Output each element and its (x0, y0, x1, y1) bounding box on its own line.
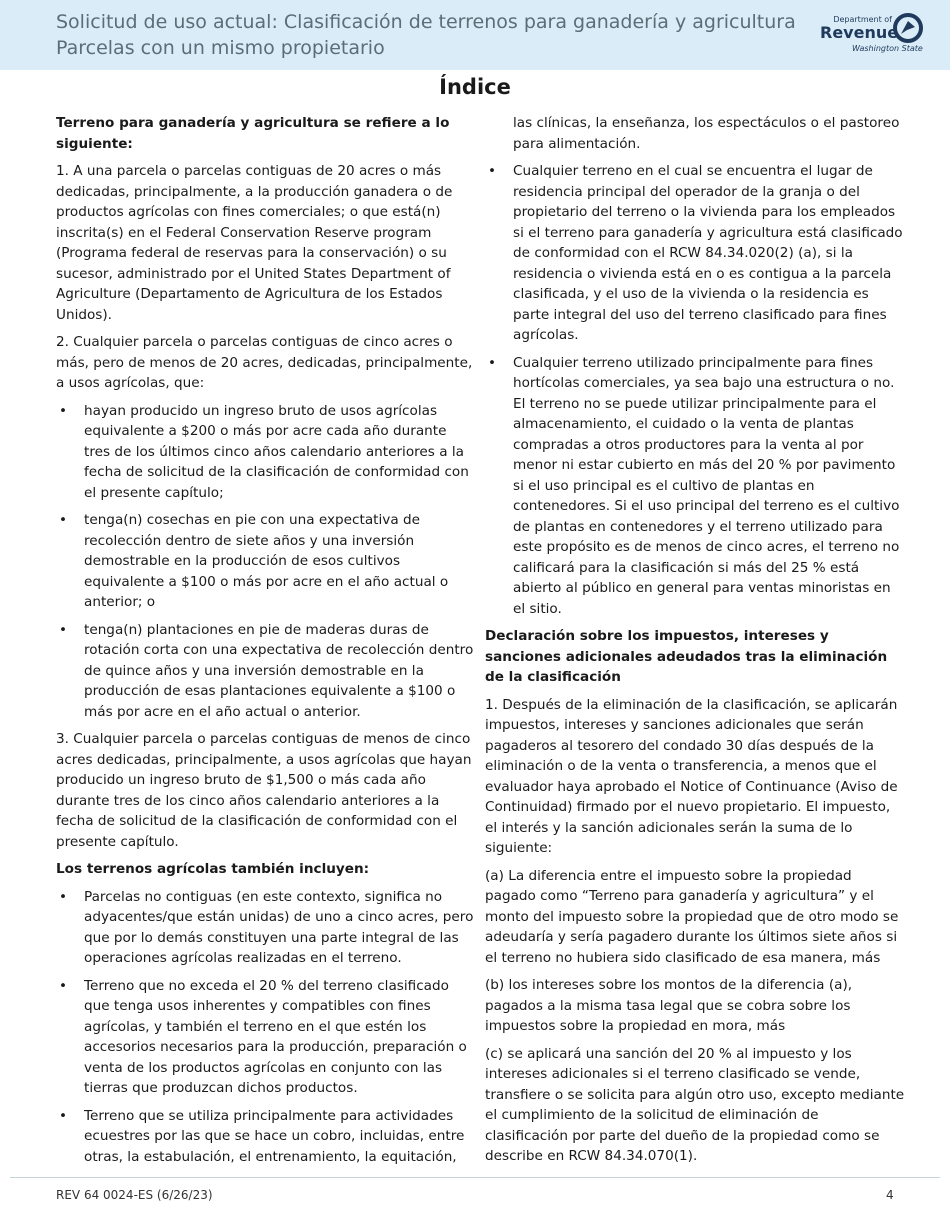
dor-logo (820, 13, 928, 57)
criteria-list (56, 401, 476, 723)
header-title-line1: Solicitud de uso actual: Clasificación de terrenos para ganadería y agricultura (56, 11, 796, 33)
paragraph-3: 3. Cualquier parcela o parcelas contiguas de menos de cinco acres dedicadas, principalmente, a usos agrícolas que hayan producido un ingreso bruto de $1,500 o más cada año durante tres de los cinco años calendario anteriores a la fecha de solicitud de la clasificación de conformidad con el presente capítulo. (56, 731, 472, 850)
page-number: 4 (886, 1188, 894, 1202)
definition-heading: Terreno para ganadería y agricultura se refiere a lo siguiente: (56, 115, 450, 152)
form-number: REV 64 0024-ES (6/26/23) (56, 1188, 213, 1202)
taxes-paragraph-b: (b) los intereses sobre los montos de la diferencia (a), pagados a la misma tasa legal que se cobra sobre los impuestos sobre la propiedad en mora, más (485, 977, 853, 1034)
list-item: • hayan producido un ingreso bruto de usos agrícolas equivalente a $200 o más por acre cada año durante tres de los últimos cinco años calendario anteriores a la fecha de solicitud de la clasificación de conformidad con el presente capítulo; (56, 401, 476, 504)
also-includes-heading: Los terrenos agrícolas también incluyen: (56, 861, 370, 877)
page-header (0, 0, 950, 70)
taxes-heading: Declaración sobre los impuestos, intereses y sanciones adicionales adeudados tras la eliminación de la clasificación (485, 628, 888, 685)
logo-dept-text: Department of (833, 15, 892, 24)
list-item: • Cualquier terreno utilizado principalmente para fines hortícolas comerciales, ya sea bajo una estructura o no. El terreno no se puede utilizar principalmente para el almacenamiento, el cuidado o la venta de plantas compradas a otros productores para la venta al por menor ni estar cubierto en más del 20 % por pavimento si el uso principal es el cultivo de plantas en contenedores. Si el uso principal del terreno es el cultivo de plantas en contenedores y el terreno utilizado para este propósito es de menos de cinco acres, el terreno no calificará para la clasificación si más del 25 % está abierto al público en general para ventas minoristas en el sitio. (485, 353, 905, 620)
list-item: • Cualquier terreno en el cual se encuentra el lugar de residencia principal del operador de la granja o del propietario del terreno o la vivienda para los empleados si el terreno para ganadería y agricultura está clasificado de conformidad con el RCW 84.34.020(2) (a), si la residencia o vivienda está en o es contigua a la parcela clasificada, y el uso de la vivienda o la residencia es parte integral del uso del terreno clasificado para fines agrícolas. (485, 161, 905, 346)
header-title-line2: Parcelas con un mismo propietario (56, 37, 385, 59)
list-item: • tenga(n) cosechas en pie con una expectativa de recolección dentro de siete años y una inversión demostrable en la producción de esos cultivos equivalente a $100 o más por acre en el año actual o anterior; o (56, 510, 476, 613)
list-item-continuation: las clínicas, la enseñanza, los espectáculos o el pastoreo para alimentación. (513, 115, 900, 152)
logo-state-text: Washington State (852, 44, 923, 53)
taxes-paragraph-1: 1. Después de la eliminación de la clasificación, se aplicarán impuestos, intereses y sanciones adicionales que serán pagaderos al tesorero del condado 30 días después de la eliminación o de la venta o transferencia, a menos que el evaluador haya aprobado el Notice of Continuance (Aviso de Continuidad) firmado por el nuevo propietario. El impuesto, el interés y la sanción adicionales serán la suma de lo siguiente: (485, 696, 898, 856)
list-item: • Terreno que se utiliza principalmente para actividades ecuestres por las que se hace un cobro, incluidas, entre otras, la estabulación, el entrenamiento, la equitación, (56, 1106, 476, 1168)
right-column (485, 113, 905, 1174)
footer-divider (10, 1177, 940, 1178)
taxes-paragraph-a: (a) La diferencia entre el impuesto sobre la propiedad pagado como “Terreno para ganadería y agricultura” y el monto del impuesto sobre la propiedad que de otro modo se adeudaría y sería pagadero durante los últimos siete años si el terreno no hubiera sido clasificado de esa manera, más (485, 867, 899, 966)
list-item: • Terreno que no exceda el 20 % del terreno clasificado que tenga usos inherentes y compatibles con fines agrícolas, y también el terreno en el que estén los accesorios necesarios para la producción, preparación o venta de los productos agrícolas en conjunto con las tierras que produzcan dichos productos. (56, 976, 476, 1099)
includes-list (56, 887, 476, 1168)
list-item: • Parcelas no contiguas (en este contexto, significa no adyacentes/que están unidas) de uno a cinco acres, pero que por lo demás constituyen una parte integral de las operaciones agrícolas realizadas en el terreno. (56, 887, 476, 969)
page-title: Índice (439, 75, 511, 99)
paragraph-1: 1. A una parcela o parcelas contiguas de 20 acres o más dedicadas, principalmente, a la producción ganadera o de productos agrícolas con fines comerciales; o que está(n) inscrita(s) en el Federal Conservation Reserve program (Programa federal de reservas para la conservación) o su sucesor, administrado por el United States Department of Agriculture (Departamento de Agricultura de los Estados Unidos). (56, 163, 453, 323)
includes-list-continued (485, 161, 905, 619)
paragraph-2: 2. Cualquier parcela o parcelas contiguas de cinco acres o más, pero de menos de 20 acres, dedicadas, principalmente, a usos agrícolas, que: (56, 334, 473, 391)
taxes-paragraph-c: (c) se aplicará una sanción del 20 % al impuesto y los intereses adicionales si el terreno clasificado se vende, transfiere o se solicita para algún otro uso, excepto mediante el cumplimiento de la solicitud de eliminación de clasificación por parte del dueño de la propiedad como se describe en RCW 84.34.070(1). (485, 1045, 905, 1164)
logo-revenue-text: Revenue (820, 23, 899, 42)
list-item: • tenga(n) plantaciones en pie de maderas duras de rotación corta con una expectativa de recolección dentro de quince años y una inversión demostrable en la producción de esas plantaciones equivalente a $100 o más por acre en el año actual o anterior. (56, 620, 476, 723)
dor-logo-icon (892, 13, 924, 43)
left-column (56, 113, 476, 1174)
